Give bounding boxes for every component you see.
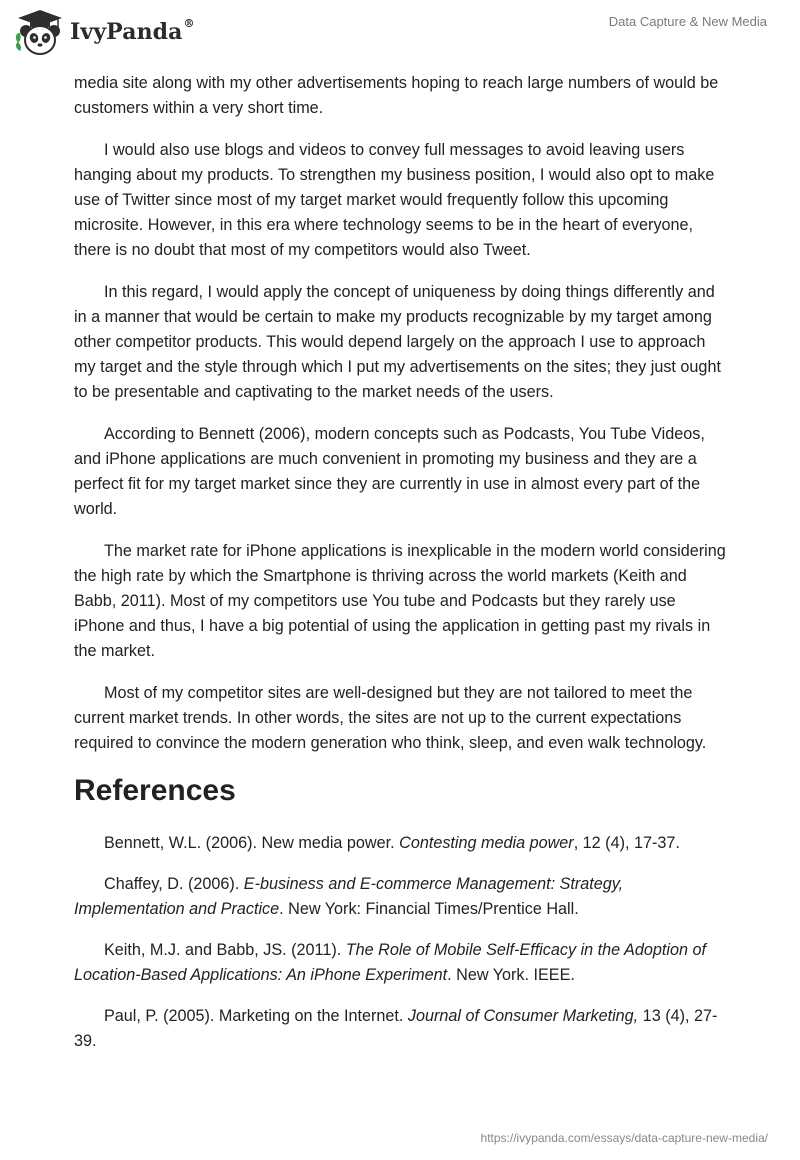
paragraph: According to Bennett (2006), modern concepts such as Podcasts, You Tube Videos, and iPhone applications are much convenient in promoting my business and they are a perfect fit for my target market since they are currently in use in almost every part of the world. bbox=[74, 425, 705, 518]
reference-item: Chaffey, D. (2006). E-business and E-commerce Management: Strategy, Implementation and Practice. New York: Financial Times/Prentice Hall. bbox=[74, 875, 624, 918]
document-title: Data Capture & New Media bbox=[608, 14, 767, 29]
paragraph: Most of my competitor sites are well-designed but they are not tailored to meet the current market trends. In other words, the sites are not up to the current expectations required to convince the modern generation who think, sleep, and even walk technology. bbox=[74, 684, 707, 752]
essay-body bbox=[74, 71, 730, 1070]
panda-graduate-icon bbox=[14, 7, 66, 57]
references-heading: References bbox=[74, 774, 236, 807]
paragraph: In this regard, I would apply the concept of uniqueness by doing things differently and in a manner that would be certain to make my products recognizable by my target among other competitor products. This would depend largely on the approach I use to approach my target and the style through which I put my advertisements on the sites; they just ought to be presentable and captivating to the market needs of the users. bbox=[74, 283, 721, 401]
source-url-link[interactable]: https://ivypanda.com/essays/data-capture-new-media/ bbox=[480, 1131, 768, 1145]
reference-item: Paul, P. (2005). Marketing on the Internet. Journal of Consumer Marketing, 13 (4), 27-39. bbox=[74, 1007, 718, 1050]
reference-item: Keith, M.J. and Babb, JS. (2011). The Role of Mobile Self-Efficacy in the Adoption of Location-Based Applications: An iPhone Experiment. New York. IEEE. bbox=[74, 941, 706, 984]
site-logo[interactable] bbox=[14, 7, 195, 57]
paragraph: media site along with my other advertisements hoping to reach large numbers of would be customers within a very short time. bbox=[74, 74, 719, 117]
paragraph: The market rate for iPhone applications is inexplicable in the modern world considering the high rate by which the Smartphone is thriving across the world markets (Keith and Babb, 2011). Most of my competitors use You tube and Podcasts but they rarely use iPhone and thus, I have a big potential of using the application in getting past my rivals in the market. bbox=[74, 542, 726, 660]
page-header bbox=[0, 0, 800, 68]
brand-name: IvyPanda® bbox=[70, 17, 195, 45]
paragraph: I would also use blogs and videos to convey full messages to avoid leaving users hanging about my products. To strengthen my business position, I would also opt to make use of Twitter since most of my target market would frequently follow this upcoming microsite. However, in this era where technology seems to be in the heart of everyone, there is no doubt that most of my competitors would also Tweet. bbox=[74, 141, 715, 259]
reference-item: Bennett, W.L. (2006). New media power. Contesting media power, 12 (4), 17-37. bbox=[104, 834, 680, 852]
